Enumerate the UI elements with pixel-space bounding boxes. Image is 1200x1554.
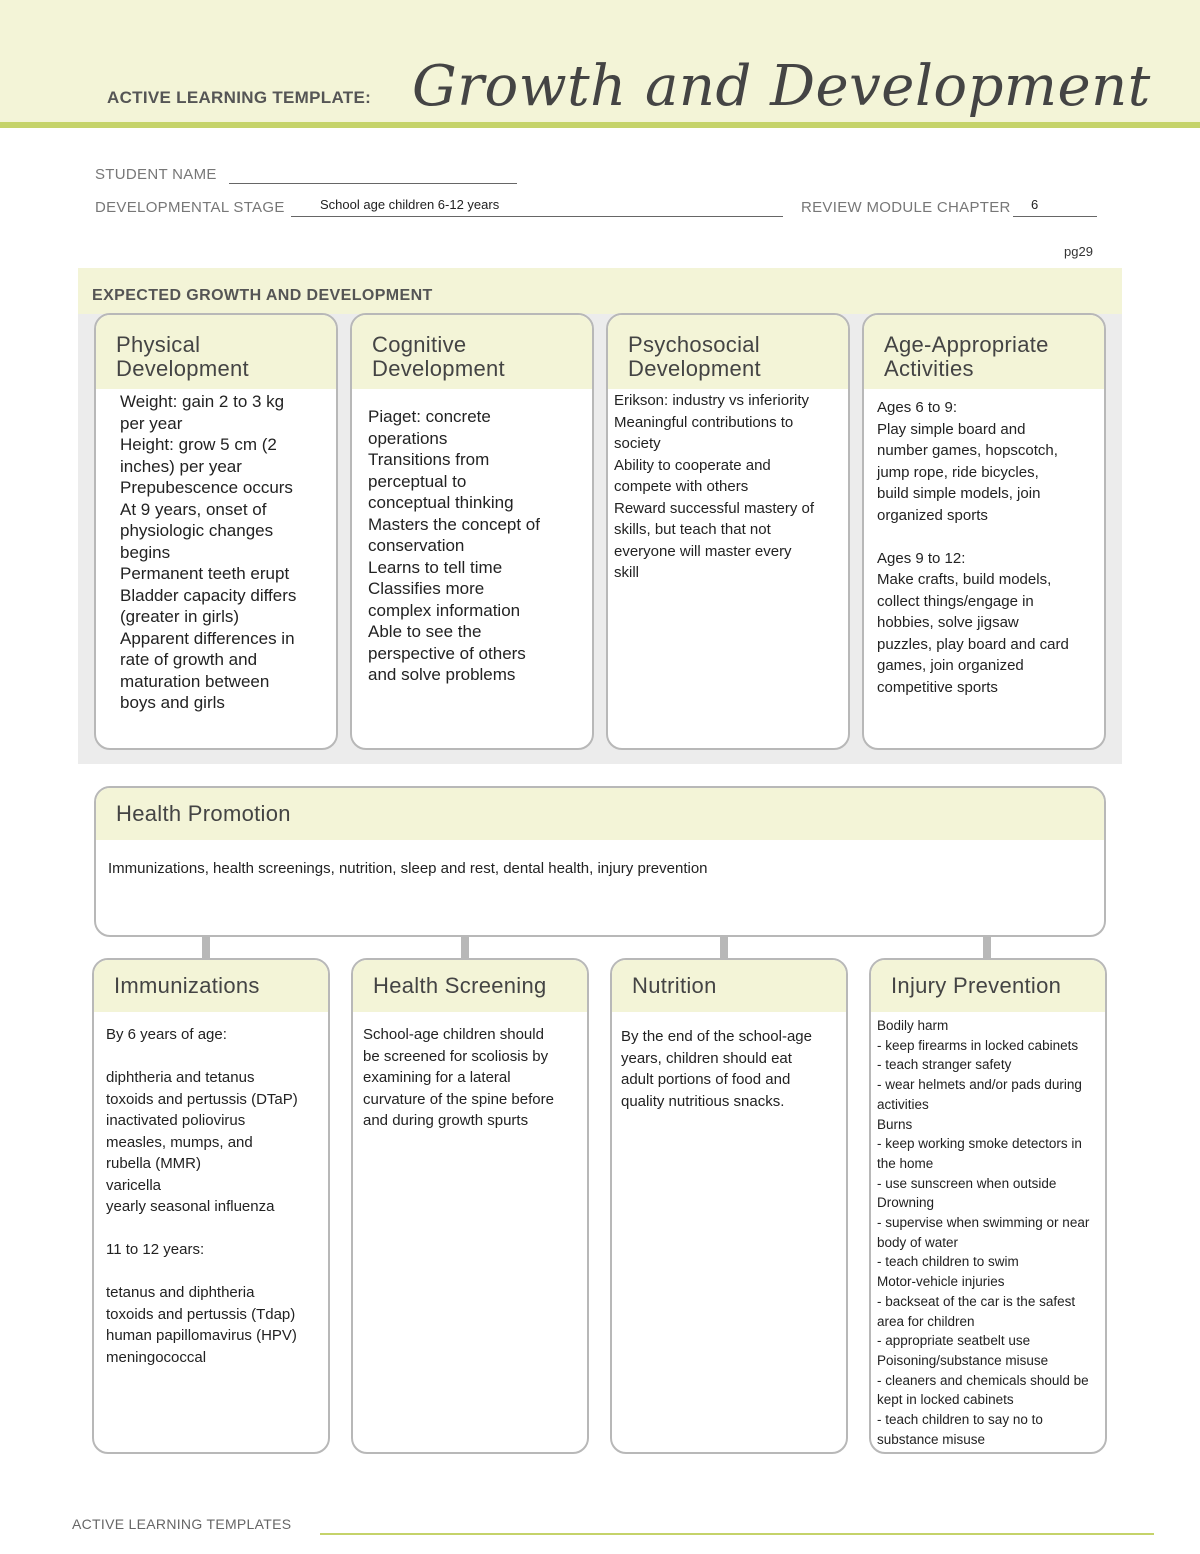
expected-section-title: EXPECTED GROWTH AND DEVELOPMENT <box>92 287 433 304</box>
health-screening-title: Health Screening <box>373 973 547 998</box>
text-line: years, children should eat <box>621 1049 792 1067</box>
nutrition-header <box>612 960 846 1012</box>
text-line: build simple models, join <box>877 485 1041 502</box>
cognitive-development-title-line1: Cognitive <box>372 332 467 357</box>
injury-prevention-box <box>869 958 1107 1454</box>
text-line: compete with others <box>614 478 749 495</box>
template-prefix: ACTIVE LEARNING TEMPLATE: <box>107 88 372 107</box>
text-line: number games, hopscotch, <box>877 442 1058 459</box>
text-line: - appropriate seatbelt use <box>877 1333 1031 1349</box>
text-line: complex information <box>368 600 521 620</box>
immunizations-heading-2: 11 to 12 years: <box>106 1241 205 1258</box>
activities-group1-heading: Ages 6 to 9: <box>877 399 958 416</box>
activities-group2-heading: Ages 9 to 12: <box>877 549 966 567</box>
physical-development-header <box>96 315 336 389</box>
text-line: Play simple board and <box>877 420 1026 438</box>
nutrition-content <box>612 1012 846 1112</box>
text-line: - keep working smoke detectors in <box>877 1136 1082 1152</box>
text-line: perspective of others <box>368 643 526 663</box>
connector <box>720 935 728 959</box>
health-screening-content <box>353 1012 587 1132</box>
text-line: Weight: gain 2 to 3 kg <box>120 392 285 411</box>
text-line: Masters the concept of <box>368 514 540 534</box>
text-line: tetanus and diphtheria <box>106 1284 255 1301</box>
text-line: jump rope, ride bicycles, <box>877 463 1039 481</box>
text-line: puzzles, play board and card <box>877 635 1069 653</box>
text-line: Permanent teeth erupt <box>120 564 290 583</box>
text-line: Motor-vehicle injuries <box>877 1274 1005 1290</box>
footer-rule <box>320 1533 1154 1535</box>
spacer <box>106 1046 320 1068</box>
activities-title-line2: Activities <box>884 356 974 381</box>
spacer <box>106 1261 320 1283</box>
text-line: - cleaners and chemicals should be <box>877 1372 1089 1388</box>
psychosocial-development-content <box>608 389 848 584</box>
text-line: games, join organized <box>877 657 1024 674</box>
text-line: skills, but teach that not <box>614 521 771 538</box>
review-module-field[interactable]: 6 <box>1031 197 1039 212</box>
connector <box>461 935 469 959</box>
text-line: - keep firearms in locked cabinets <box>877 1037 1079 1053</box>
text-line: conservation <box>368 536 465 555</box>
text-line: School-age children should <box>363 1026 544 1043</box>
activities-group2-list <box>877 569 1096 698</box>
text-line: and solve problems <box>368 665 516 684</box>
text-line: conceptual thinking <box>368 493 514 512</box>
age-appropriate-activities-box <box>862 313 1106 750</box>
text-line: - teach stranger safety <box>877 1057 1012 1073</box>
physical-development-content <box>96 389 336 714</box>
injury-prevention-content <box>871 1012 1105 1449</box>
health-promotion-box <box>94 786 1106 937</box>
psychosocial-development-box <box>606 313 850 750</box>
text-line: kept in locked cabinets <box>877 1392 1014 1408</box>
text-line: curvature of the spine before <box>363 1090 554 1108</box>
text-line: collect things/engage in <box>877 592 1034 610</box>
injury-prevention-title: Injury Prevention <box>891 973 1062 998</box>
text-line: Erikson: industry vs inferiority <box>614 392 810 409</box>
developmental-stage-field[interactable]: School age children 6-12 years <box>320 197 500 212</box>
text-line: Reward successful mastery of <box>614 499 815 517</box>
text-line: meningococcal <box>106 1348 207 1366</box>
text-line: diphtheria and tetanus <box>106 1069 255 1086</box>
health-promotion-title: Health Promotion <box>116 801 291 826</box>
text-line: varicella <box>106 1176 162 1194</box>
text-line: skill <box>614 564 639 581</box>
text-line: (greater in girls) <box>120 607 240 626</box>
text-line: toxoids and pertussis (DTaP) <box>106 1090 298 1108</box>
immunizations-title: Immunizations <box>114 973 260 998</box>
text-line: inches) per year <box>120 456 242 476</box>
cognitive-development-box <box>350 313 594 750</box>
developmental-stage-label: DEVELOPMENTAL STAGE <box>95 199 285 216</box>
text-line: the home <box>877 1155 934 1171</box>
text-line: area for children <box>877 1313 975 1329</box>
text-line: Drowning <box>877 1195 935 1211</box>
psychosocial-development-header <box>608 315 848 389</box>
text-line: per year <box>120 413 183 433</box>
text-line: Height: grow 5 cm (2 <box>120 435 277 454</box>
text-line: toxoids and pertussis (Tdap) <box>106 1305 296 1323</box>
student-name-line <box>229 183 517 184</box>
text-line: society <box>614 435 661 452</box>
text-line: Able to see the <box>368 622 482 641</box>
text-line: rubella (MMR) <box>106 1155 202 1172</box>
cognitive-development-header <box>352 315 592 389</box>
text-line: - wear helmets and/or pads during <box>877 1077 1082 1093</box>
text-line: Bodily harm <box>877 1018 949 1033</box>
immunizations-box <box>92 958 330 1454</box>
text-line: By the end of the school-age <box>621 1028 812 1045</box>
immunizations-header <box>94 960 328 1012</box>
header-rule <box>0 122 1200 128</box>
text-line: - backseat of the car is the safest <box>877 1293 1076 1309</box>
connector <box>983 935 991 959</box>
text-line: Classifies more <box>368 579 485 598</box>
student-name-label: STUDENT NAME <box>95 166 217 183</box>
text-line: measles, mumps, and <box>106 1133 253 1151</box>
text-line: hobbies, solve jigsaw <box>877 614 1019 631</box>
connector <box>202 935 210 959</box>
immunizations-list-2 <box>106 1282 320 1368</box>
text-line: be screened for scoliosis by <box>363 1047 549 1065</box>
activities-group1-list <box>877 419 1096 527</box>
text-line: Meaningful contributions to <box>614 413 794 431</box>
review-module-label: REVIEW MODULE CHAPTER <box>801 199 1011 216</box>
text-line: Prepubescence occurs <box>120 478 293 497</box>
text-line: Bladder capacity differs <box>120 585 297 605</box>
text-line: substance misuse <box>877 1431 986 1447</box>
text-line: and during growth spurts <box>363 1112 529 1129</box>
health-screening-box <box>351 958 589 1454</box>
text-line: quality nutritious snacks. <box>621 1092 785 1110</box>
text-line: body of water <box>877 1234 959 1250</box>
text-line: Burns <box>877 1116 913 1132</box>
nutrition-title: Nutrition <box>632 973 717 998</box>
text-line: adult portions of food and <box>621 1071 791 1088</box>
cognitive-development-title-line2: Development <box>372 356 505 381</box>
health-promotion-text: Immunizations, health screenings, nutrition, sleep and rest, dental health, injury prevention <box>108 860 708 877</box>
text-line: examining for a lateral <box>363 1069 511 1086</box>
text-line: operations <box>368 428 448 448</box>
text-line: Transitions from <box>368 450 490 469</box>
text-line: rate of growth and <box>120 650 258 669</box>
immunizations-list-1 <box>106 1067 320 1218</box>
text-line: - teach children to say no to <box>877 1412 1043 1428</box>
text-line: boys and girls <box>120 693 225 712</box>
text-line: competitive sports <box>877 678 998 696</box>
text-line: inactivated poliovirus <box>106 1112 246 1129</box>
text-line: Poisoning/substance misuse <box>877 1352 1049 1368</box>
text-line: everyone will master every <box>614 542 792 560</box>
text-line: perceptual to <box>368 471 467 491</box>
health-screening-header <box>353 960 587 1012</box>
text-line: Make crafts, build models, <box>877 571 1052 588</box>
text-line: Apparent differences in <box>120 628 295 648</box>
text-line: Piaget: concrete <box>368 407 491 426</box>
review-module-line <box>1013 216 1097 217</box>
psychosocial-development-title-line1: Psychosocial <box>628 332 760 357</box>
injury-prevention-header <box>871 960 1105 1012</box>
text-line: - use sunscreen when outside <box>877 1175 1057 1191</box>
text-line: Learns to tell time <box>368 557 503 577</box>
text-line: - teach children to swim <box>877 1254 1019 1270</box>
cognitive-development-content <box>352 389 592 686</box>
psychosocial-development-title-line2: Development <box>628 356 761 381</box>
physical-development-title-line1: Physical <box>116 332 201 357</box>
physical-development-title-line2: Development <box>116 356 249 381</box>
spacer <box>106 1218 320 1240</box>
text-line: yearly seasonal influenza <box>106 1198 275 1215</box>
physical-development-box <box>94 313 338 750</box>
text-line: physiologic changes <box>120 521 274 540</box>
page-title: Growth and Development <box>412 54 1151 119</box>
text-line: Ability to cooperate and <box>614 456 771 474</box>
footer-label: ACTIVE LEARNING TEMPLATES <box>72 1516 292 1532</box>
immunizations-content <box>94 1012 328 1368</box>
immunizations-heading-1: By 6 years of age: <box>106 1026 227 1043</box>
nutrition-box <box>610 958 848 1454</box>
text-line: organized sports <box>877 506 988 524</box>
health-promotion-header <box>96 788 1104 840</box>
text-line: begins <box>120 542 171 562</box>
activities-header <box>864 315 1104 389</box>
text-line: human papillomavirus (HPV) <box>106 1327 297 1344</box>
activities-content <box>864 389 1104 698</box>
text-line: maturation between <box>120 671 270 691</box>
page-reference: pg29 <box>1064 244 1093 259</box>
activities-title-line1: Age-Appropriate <box>884 332 1049 357</box>
spacer <box>877 526 1096 548</box>
text-line: activities <box>877 1096 929 1112</box>
text-line: - supervise when swimming or near <box>877 1215 1090 1231</box>
developmental-stage-line <box>291 216 783 217</box>
text-line: At 9 years, onset of <box>120 499 267 519</box>
